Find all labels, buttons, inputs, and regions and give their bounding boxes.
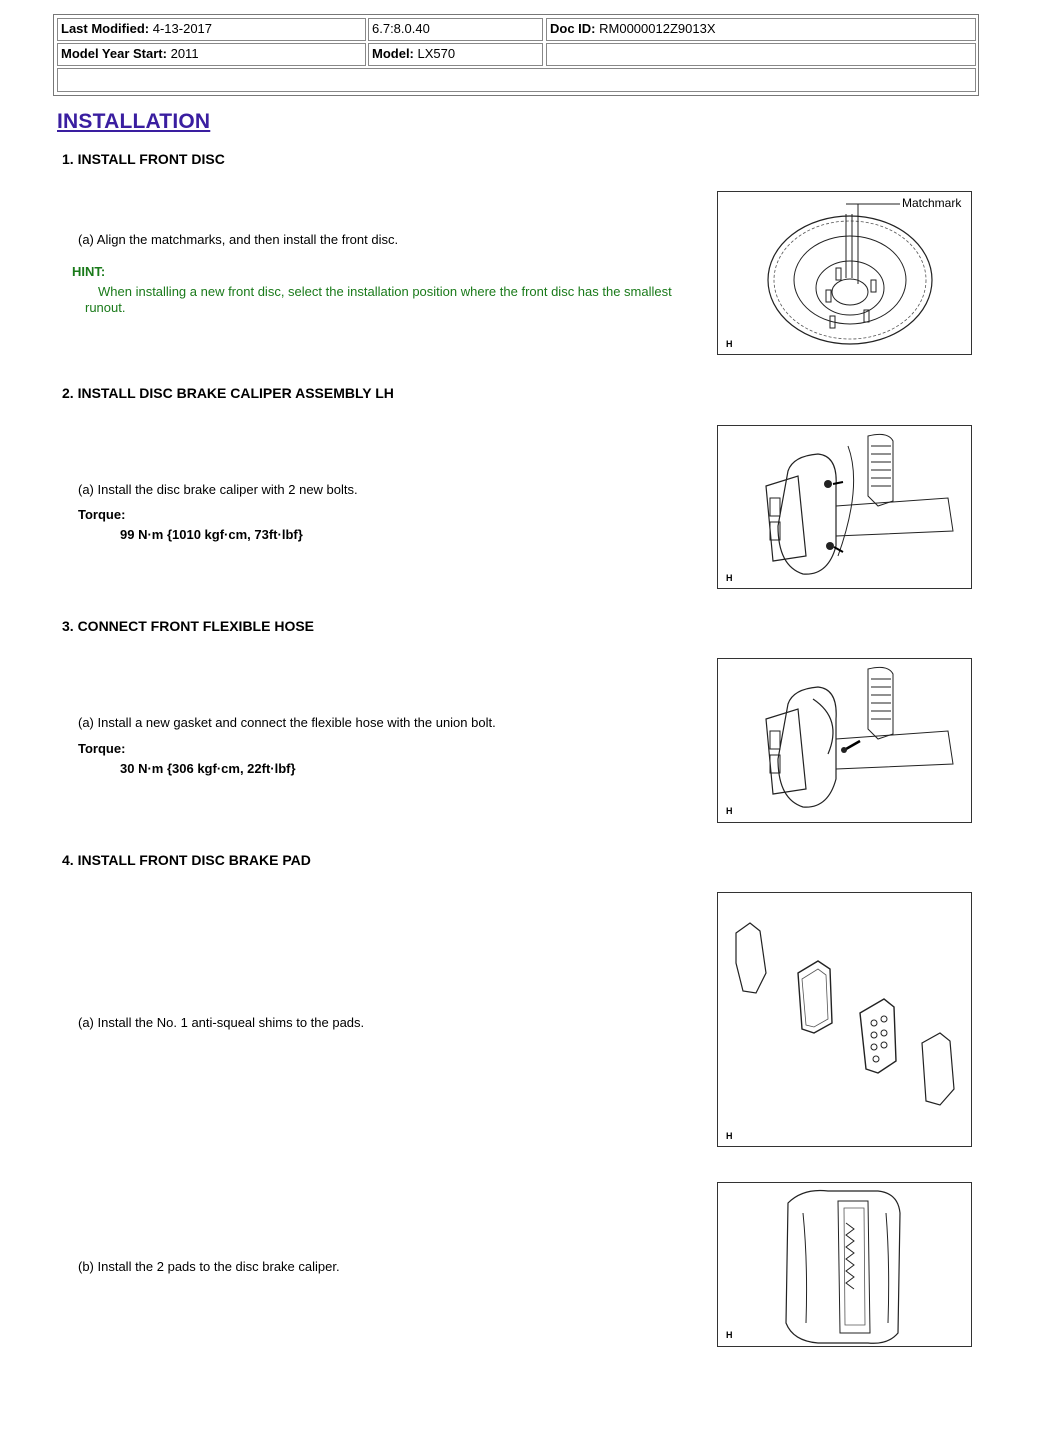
brake-pad-drawing [718,893,973,1148]
step-1-title: 1. INSTALL FRONT DISC [62,151,225,167]
model-year-value: 2011 [170,46,199,61]
hint-label: HINT: [72,264,106,279]
version-value: 6.7:8.0.40 [372,21,430,36]
step-2-title: 2. INSTALL DISC BRAKE CALIPER ASSEMBLY LH [62,385,394,401]
model-value: LX570 [417,46,456,61]
brake-pad-figure [717,892,972,1147]
step-3-torque-value: 30 N·m {306 kgf·cm, 22ft·lbf} [120,761,296,776]
step-3-sub-a: (a) Install a new gasket and connect the flexible hose with the union bolt. [78,715,496,730]
step-2-torque-value: 99 N·m {1010 kgf·cm, 73ft·lbf} [120,527,303,542]
version-cell [368,18,543,41]
last-modified-value: 4-13-2017 [152,21,213,36]
title-cell [57,68,976,92]
step-3-torque-label: Torque: [78,741,126,756]
figure-corner-mark: H [726,339,733,349]
hint-text: When installing a new front disc, select the installation position where the front disc has the smallest runout. [85,284,672,315]
caliper-drawing [718,426,973,590]
model-cell [368,43,543,66]
step-4-sub-b: (b) Install the 2 pads to the disc brake caliper. [78,1259,340,1274]
flexible-hose-drawing [718,659,973,824]
caliper-figure [717,425,972,589]
figure-corner-mark: H [726,573,733,583]
model-label: Model: [372,46,414,61]
pads-in-caliper-figure [717,1182,972,1347]
document-header-table [53,14,979,96]
doc-id-value: RM0000012Z9013X [599,21,716,36]
prod-date-cell [546,43,976,66]
step-1-sub-a: (a) Align the matchmarks, and then install the front disc. [78,232,399,247]
last-modified-label: Last Modified: [61,21,150,36]
model-year-cell [57,43,366,66]
figure-corner-mark: H [726,806,733,816]
section-heading: INSTALLATION [57,110,211,133]
step-4-title: 4. INSTALL FRONT DISC BRAKE PAD [62,852,311,868]
step-2-torque-label: Torque: [78,507,126,522]
figure-corner-mark: H [726,1131,733,1141]
doc-id-cell [546,18,976,41]
pads-in-caliper-drawing [718,1183,973,1348]
step-4-sub-a: (a) Install the No. 1 anti-squeal shims to the pads. [78,1015,365,1030]
last-modified-cell [57,18,366,41]
figure-corner-mark: H [726,1330,733,1340]
model-year-label: Model Year Start: [61,46,167,61]
flexible-hose-figure [717,658,972,823]
front-disc-drawing [718,192,973,356]
front-disc-figure [717,191,972,355]
doc-id-label: Doc ID: [550,21,596,36]
matchmark-label: Matchmark [902,196,962,210]
step-2-sub-a: (a) Install the disc brake caliper with 2 new bolts. [78,482,358,497]
step-3-title: 3. CONNECT FRONT FLEXIBLE HOSE [62,618,315,634]
title-label [75,91,106,92]
